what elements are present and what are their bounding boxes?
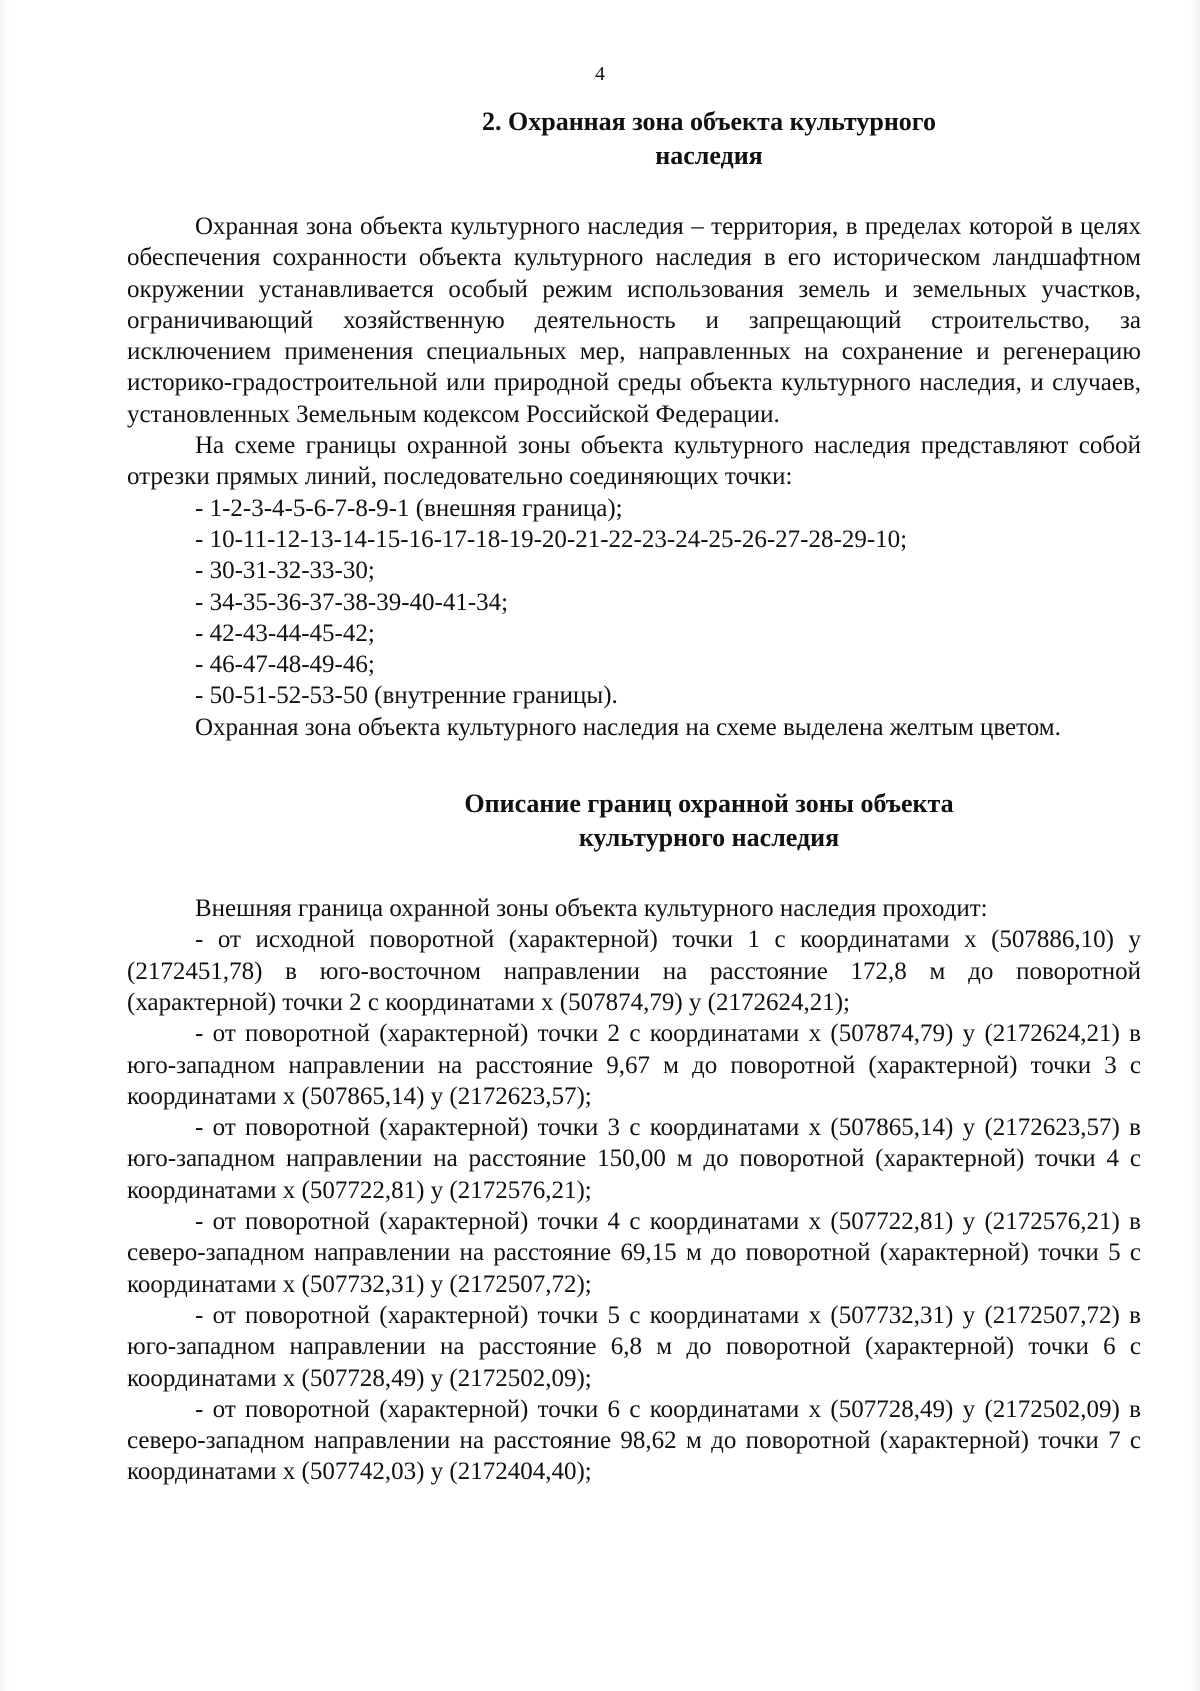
point-sequence-item: - 34-35-36-37-38-39-40-41-34; bbox=[195, 588, 509, 616]
point-sequence-item: - 50-51-52-53-50 (внутренние границы). bbox=[195, 682, 618, 710]
point-sequence-item: - 10-11-12-13-14-15-16-17-18-19-20-21-22-23-24-25-26-27-28-29-10; bbox=[195, 525, 908, 553]
section-1-title-line-2: наследия bbox=[655, 141, 763, 170]
closing-paragraph: Охранная зона объекта культурного наследия на схеме выделена желтым цветом. bbox=[195, 713, 1061, 741]
boundary-item: - от поворотной (характерной) точки 3 с координатами х (507865,14) у (2172623,57) в юго-западном направлении на расстояние 150,00 м до поворотной (характерной) точки 4 с координатами х (507722,81) у (2172576,21); bbox=[127, 1114, 1141, 1204]
section-2-body bbox=[127, 893, 1141, 1488]
section-2-title-line-2: культурного наследия bbox=[578, 823, 840, 853]
point-sequence-item: - 30-31-32-33-30; bbox=[195, 557, 375, 585]
boundary-item: - от поворотной (характерной) точки 5 с координатами х (507732,31) у (2172507,72) в юго-западном направлении на расстояние 6,8 м до поворотной (характерной) точки 6 с координатами х (507728,49) у (2172502,09); bbox=[127, 1301, 1141, 1392]
document-body bbox=[127, 105, 1141, 1488]
boundary-item: - от поворотной (характерной) точки 6 с координатами х (507728,49) у (2172502,09) в северо-западном направлении на расстояние 98,62 м до поворотной (характерной) точки 7 с координатами х (507742,03) у (2172404,40); bbox=[127, 1395, 1141, 1486]
boundary-item: - от поворотной (характерной) точки 2 с координатами х (507874,79) у (2172624,21) в юго-западном направлении на расстояние 9,67 м до поворотной (характерной) точки 3 с координатами х (507865,14) у (2172623,57); bbox=[127, 1020, 1141, 1110]
point-sequence-list bbox=[127, 493, 1141, 712]
point-sequence-item: - 46-47-48-49-46; bbox=[195, 651, 375, 679]
definition-paragraph: Охранная зона объекта культурного наследия – территория, в пределах которой в целях обеспечения сохранности объекта культурного наследия в его историческом ландшафтном окружении устанавливается особый режим использования земель и земельных участков, ограничивающий хозяйственную деятельность и запрещающий строительство, за исключением применения специальных мер, направленных на сохранение и регенерацию историко-градостроительной или природной среды объекта культурного наследия, и случаев, установленных Земельным кодексом Российской Федерации. bbox=[127, 213, 1141, 428]
point-sequence-item: - 1-2-3-4-5-6-7-8-9-1 (внешняя граница); bbox=[195, 494, 623, 522]
page-number: 4 bbox=[595, 63, 605, 85]
scan-edge-left bbox=[0, 0, 10, 1691]
section-1-title-line-1: 2. Охранная зона объекта культурного bbox=[482, 107, 936, 136]
section-1-body bbox=[127, 211, 1141, 743]
section-2-title-line-1: Описание границ охранной зоны объекта bbox=[464, 789, 954, 819]
scan-edge-right bbox=[1190, 0, 1200, 1691]
boundary-item: - от исходной поворотной (характерной) точки 1 с координатами х (507886,10) у (2172451,78) в юго-восточном направлении на расстояние 172,8 м до поворотной (характерной) точки 2 с координатами х (507874,79) у (2172624,21); bbox=[127, 926, 1141, 1016]
point-sequence-item: - 42-43-44-45-42; bbox=[195, 619, 375, 647]
section-1-title bbox=[277, 105, 1141, 173]
boundary-intro: Внешняя граница охранной зоны объекта культурного наследия проходит: bbox=[195, 895, 988, 923]
scheme-paragraph: На схеме границы охранной зоны объекта культурного наследия представляют собой отрезки прямых линий, последовательно соединяющих точки: bbox=[127, 432, 1141, 491]
boundary-item: - от поворотной (характерной) точки 4 с координатами х (507722,81) у (2172576,21) в северо-западном направлении на расстояние 69,15 м до поворотной (характерной) точки 5 с координатами х (507732,31) у (2172507,72); bbox=[127, 1208, 1141, 1298]
section-2-title bbox=[277, 787, 1141, 855]
